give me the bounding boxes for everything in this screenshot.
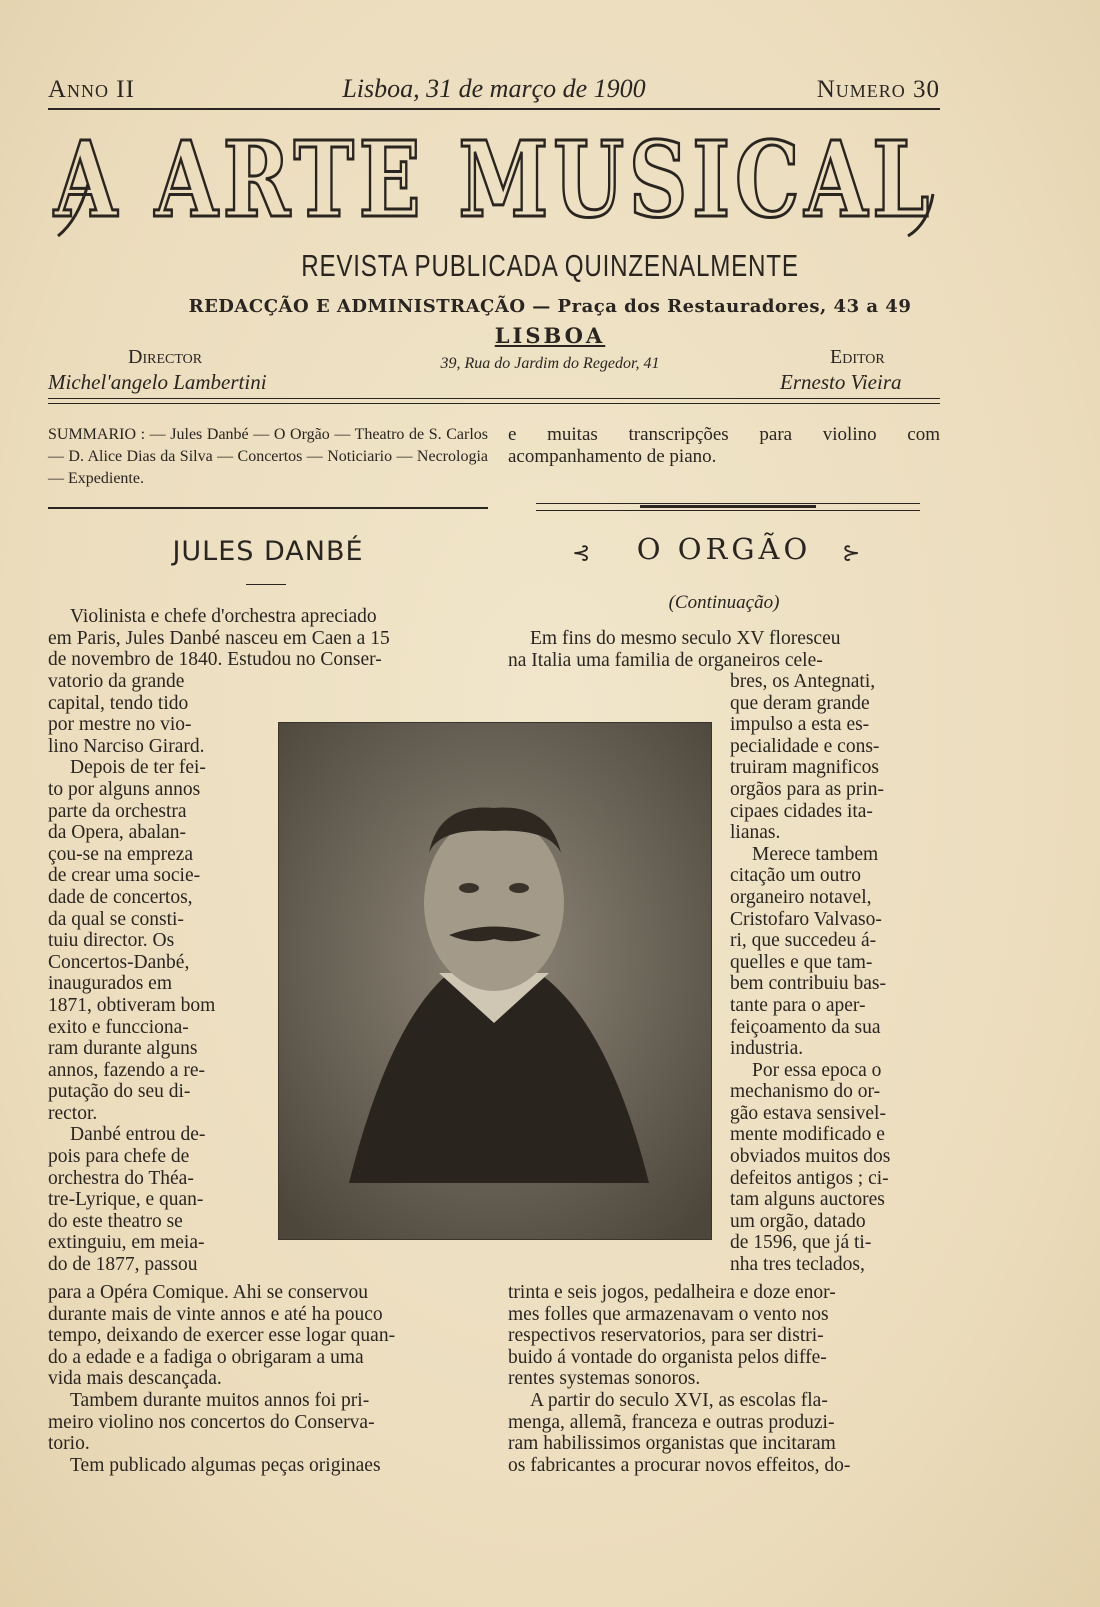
- jules-heading-rule: [246, 584, 286, 585]
- text-line: gão estava sensivel-: [730, 1102, 886, 1124]
- text-line: Cristofaro Valvaso-: [730, 908, 882, 930]
- masthead-subtitle: REVISTA PUBLICADA QUINZENALMENTE: [301, 248, 799, 283]
- issue-number: Numero 30: [816, 76, 940, 103]
- text-line: inaugurados em: [48, 973, 173, 995]
- text-line: A partir do seculo XVI, as escolas fla-: [530, 1389, 828, 1411]
- director-label: Director: [128, 346, 203, 368]
- issue-year: Anno II: [48, 76, 135, 103]
- jules-line: Violinista e chefe d'orchestra apreciado: [70, 606, 377, 627]
- text-line: mente modificado e: [730, 1124, 885, 1146]
- text-line: os fabricantes a procurar novos effeitos, do-: [508, 1454, 851, 1476]
- text-line: Tem publicado algumas peças originaes: [70, 1454, 381, 1476]
- text-line: buido á vontade do organista pelos diffe-: [508, 1346, 827, 1368]
- text-line: tante para o aper-: [730, 994, 866, 1016]
- text-line: ri, que succedeu á-: [730, 930, 877, 952]
- text-line: dade de concertos,: [48, 886, 193, 908]
- editor-label: Editor: [830, 346, 885, 368]
- text-line: do este theatro se: [48, 1210, 183, 1232]
- orgao-body-top: [508, 628, 940, 671]
- text-line: lino Narciso Girard.: [48, 735, 205, 757]
- issue-header: [48, 74, 940, 108]
- text-line: Concertos-Danbé,: [48, 951, 190, 973]
- text-line: putação do seu di-: [48, 1081, 191, 1103]
- text-line: lianas.: [730, 822, 781, 844]
- jules-body-top: [48, 606, 488, 671]
- fleuron-right-icon: ⊱: [842, 540, 861, 565]
- text-line: de 1596, que já ti-: [730, 1232, 872, 1254]
- text-line: orgãos para as prin-: [730, 778, 884, 800]
- text-line: ram durante alguns: [48, 1038, 198, 1060]
- text-line: da qual se consti-: [48, 908, 184, 930]
- portrait-photo: [278, 722, 712, 1240]
- text-line: que deram grande: [730, 692, 870, 714]
- text-line: da Opera, abalan-: [48, 822, 187, 844]
- text-line: bem contribuiu bas-: [730, 973, 886, 995]
- text-line: capital, tendo tido: [48, 692, 189, 714]
- text-line: Depois de ter fei-: [70, 757, 206, 779]
- text-line: bres, os Antegnati,: [730, 671, 876, 692]
- text-line: Merece tambem: [752, 843, 879, 865]
- issue-dateline: Lisboa, 31 de março de 1900: [342, 74, 646, 103]
- summary-continuation: e muitas transcripções para violino com acompanhamento de piano.: [508, 424, 940, 467]
- masthead-title-text: A ARTE MUSICAL: [53, 118, 934, 241]
- orgao-top-rule-center: [640, 505, 816, 508]
- text-line: torio.: [48, 1433, 90, 1455]
- text-line: meiro violino nos concertos do Conserva-: [48, 1411, 375, 1433]
- text-line: por mestre no vio-: [48, 714, 192, 736]
- text-line: nha tres teclados,: [730, 1254, 865, 1276]
- text-line: impulso a esta es-: [730, 714, 870, 736]
- text-line: mes folles que armazenavam o vento nos: [508, 1303, 829, 1325]
- text-line: vatorio da grande: [48, 671, 185, 692]
- summary-text: SUMMARIO : — Jules Danbé — O Orgão — Theatro de S. Carlos — D. Alice Dias da Silva — Concertos — Noticiario — Necrologia — Expediente.: [48, 426, 488, 487]
- text-line: Danbé entrou de-: [70, 1124, 206, 1146]
- text-line: Por essa epoca o: [752, 1059, 882, 1081]
- text-line: vida mais descançada.: [48, 1368, 222, 1390]
- text-line: citação um outro: [730, 865, 862, 887]
- masthead-title: [48, 118, 940, 244]
- text-line: tempo, deixando de exercer esse logar quan-: [48, 1325, 396, 1347]
- text-line: extinguiu, em meia-: [48, 1232, 205, 1254]
- text-line: um orgão, datado: [730, 1210, 866, 1232]
- text-line: trinta e seis jogos, pedalheira e doze enor-: [508, 1282, 836, 1303]
- text-line: de crear uma socie-: [48, 865, 201, 887]
- orgao-line: Em fins do mesmo seculo XV floresceu: [530, 628, 841, 649]
- text-line: pois para chefe de: [48, 1146, 190, 1168]
- text-line: truiram magnificos: [730, 757, 879, 779]
- text-line: ram habilissimos organistas que incitaram: [508, 1433, 836, 1455]
- text-line: 1871, obtiveram bom: [48, 994, 216, 1016]
- text-line: defeitos antigos ; ci-: [730, 1167, 889, 1189]
- text-line: annos, fazendo a re-: [48, 1059, 205, 1081]
- orgao-body-narrow: [730, 671, 940, 1276]
- text-line: orchestra do Théa-: [48, 1167, 194, 1189]
- editor-name: Ernesto Vieira: [780, 370, 902, 394]
- jules-body-bottom: [48, 1282, 488, 1476]
- text-line: Tambem durante muitos annos foi pri-: [70, 1389, 370, 1411]
- text-line: quelles e que tam-: [730, 951, 873, 973]
- text-line: pecialidade e cons-: [730, 735, 880, 757]
- text-line: to por alguns annos: [48, 778, 201, 800]
- text-line: parte da orchestra: [48, 800, 187, 822]
- header-rule: [48, 108, 940, 110]
- director-name: Michel'angelo Lambertini: [48, 370, 267, 394]
- masthead-address: REDACÇÃO E ADMINISTRAÇÃO — Praça dos Restauradores, 43 a 49: [188, 296, 912, 317]
- text-line: tuiu director. Os: [48, 930, 175, 952]
- orgao-line: na Italia uma familia de organeiros cele-: [508, 649, 823, 671]
- text-line: obviados muitos dos: [730, 1146, 891, 1168]
- text-line: para a Opéra Comique. Ahi se conservou: [48, 1282, 369, 1303]
- text-line: do a edade e a fadiga o obrigaram a uma: [48, 1346, 364, 1368]
- masthead-city: LISBOA: [494, 323, 606, 348]
- text-line: rector.: [48, 1102, 98, 1124]
- orgao-top-rule-lower: [536, 510, 920, 511]
- fleuron-left-icon: ⊰: [572, 540, 591, 565]
- text-line: industria.: [730, 1038, 804, 1060]
- orgao-top-rule: [536, 503, 920, 504]
- text-line: menga, allemã, franceza e outras produzi-: [508, 1411, 835, 1433]
- masthead-street: 39, Rua do Jardim do Regedor, 41: [440, 355, 660, 372]
- jules-heading: JULES DANBÉ: [172, 536, 364, 567]
- text-line: rentes systemas sonoros.: [508, 1368, 701, 1390]
- text-line: organeiro notavel,: [730, 886, 872, 908]
- text-line: respectivos reservatorios, para ser distri-: [508, 1325, 824, 1347]
- text-line: durante mais de vinte annos e até ha pouco: [48, 1303, 383, 1325]
- text-line: mechanismo do or-: [730, 1081, 881, 1103]
- text-line: do de 1877, passou: [48, 1254, 198, 1276]
- text-line: çou-se na empreza: [48, 843, 194, 865]
- jules-line: de novembro de 1840. Estudou no Conser-: [48, 649, 382, 671]
- orgao-continuation: (Continuação): [668, 592, 780, 613]
- jules-line: em Paris, Jules Danbé nasceu em Caen a 15: [48, 627, 390, 649]
- jules-body-narrow: [48, 671, 248, 1276]
- text-line: tre-Lyrique, e quan-: [48, 1189, 204, 1211]
- masthead-rule: [48, 398, 940, 404]
- text-line: tam alguns auctores: [730, 1189, 885, 1211]
- summary-rule: [48, 507, 488, 509]
- text-line: feiçoamento da sua: [730, 1016, 881, 1038]
- text-line: cipaes cidades ita-: [730, 800, 873, 822]
- text-line: exito e funcciona-: [48, 1016, 189, 1038]
- orgao-heading: O ORGÃO: [636, 532, 812, 566]
- orgao-body-bottom: [508, 1282, 940, 1476]
